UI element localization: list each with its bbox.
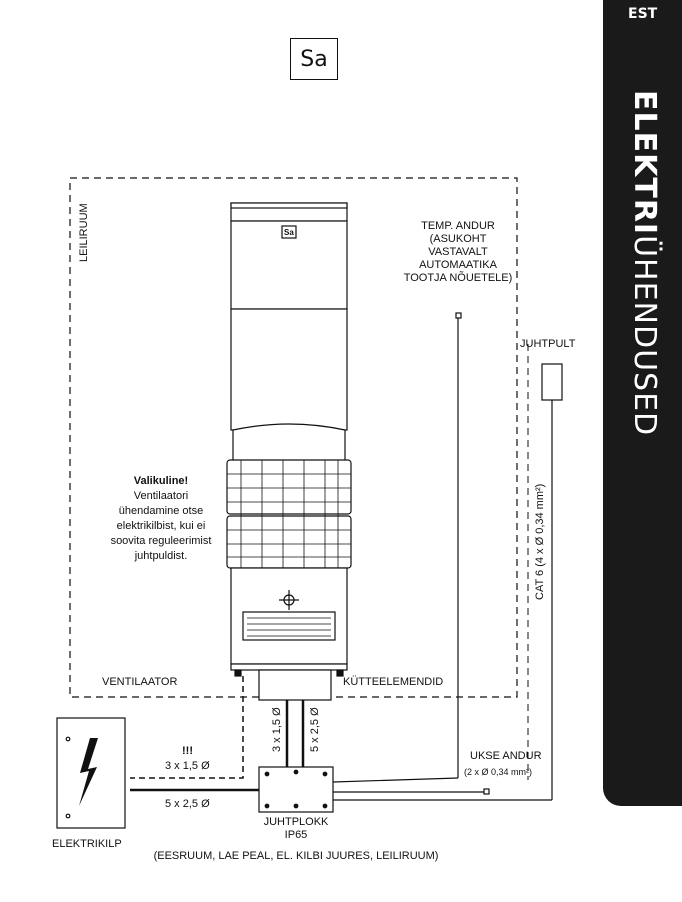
temp-sensor-line-2: (ASUKOHT	[429, 233, 487, 245]
junction-box-label	[196, 816, 396, 842]
cat6-label: CAT 6 (4 x Ø 0,34 mm²)	[534, 483, 546, 600]
door-sensor-label: UKSE ANDUR	[470, 750, 542, 762]
junction-box	[259, 767, 333, 812]
control-panel-label: JUHTPULT	[520, 338, 576, 350]
optional-note-title: Valikuline!	[133, 475, 189, 487]
temp-sensor-line-1: TEMP. ANDUR	[421, 220, 495, 232]
optional-note-line-1: Ventilaatori	[133, 490, 189, 502]
cable-3x15-vertical-label: 3 x 1,5 Ø	[271, 707, 283, 752]
electrical-panel-label: ELEKTRIKILP	[52, 838, 122, 850]
heater	[227, 203, 351, 700]
temp-sensor-line	[333, 313, 461, 782]
heater-badge: Sa	[284, 228, 294, 237]
optional-note	[96, 474, 226, 564]
cable-5x25-vertical-label: 5 x 2,5 Ø	[309, 707, 321, 752]
temp-sensor-line-3: VASTAVALT	[428, 246, 488, 258]
control-panel	[333, 344, 562, 800]
optional-note-line-2: ühendamine otse	[118, 505, 204, 517]
cable-5x25-label: 5 x 2,5 Ø	[165, 798, 210, 810]
junction-box-location: (EESRUUM, LAE PEAL, EL. KILBI JUURES, LEILIRUUM)	[153, 850, 439, 862]
cable-3x15-label: 3 x 1,5 Ø	[165, 760, 210, 772]
heating-elements-label: KÜTTEELEMENDID	[343, 676, 444, 688]
optional-note-line-5: juhtpuldist.	[134, 550, 188, 562]
section-title-light: ÜHENDUSED	[627, 235, 662, 437]
door-sensor-line	[333, 789, 489, 794]
temp-sensor-label	[388, 220, 528, 285]
electrical-panel	[57, 718, 125, 828]
junction-box-name: JUHTPLOKK	[263, 816, 329, 828]
optional-note-line-3: elektrikilbist, kui ei	[116, 520, 206, 532]
section-title-bold: ELEKTRI	[627, 90, 662, 236]
warning-marker: !!!	[182, 745, 193, 757]
door-sensor-spec: (2 x Ø 0,34 mm²)	[464, 767, 533, 777]
brand-logo-text: Sa	[300, 46, 328, 72]
fan-label: VENTILAATOR	[102, 676, 178, 688]
leiliruum-label: LEILIRUUM	[78, 203, 90, 262]
temp-sensor-line-4: AUTOMAATIKA	[419, 259, 497, 271]
optional-note-line-4: soovita reguleerimist	[110, 535, 212, 547]
language-label: EST	[628, 6, 658, 22]
junction-box-ip: IP65	[284, 829, 308, 841]
temp-sensor-line-5: TOOTJA NÕUETELE)	[403, 272, 513, 284]
